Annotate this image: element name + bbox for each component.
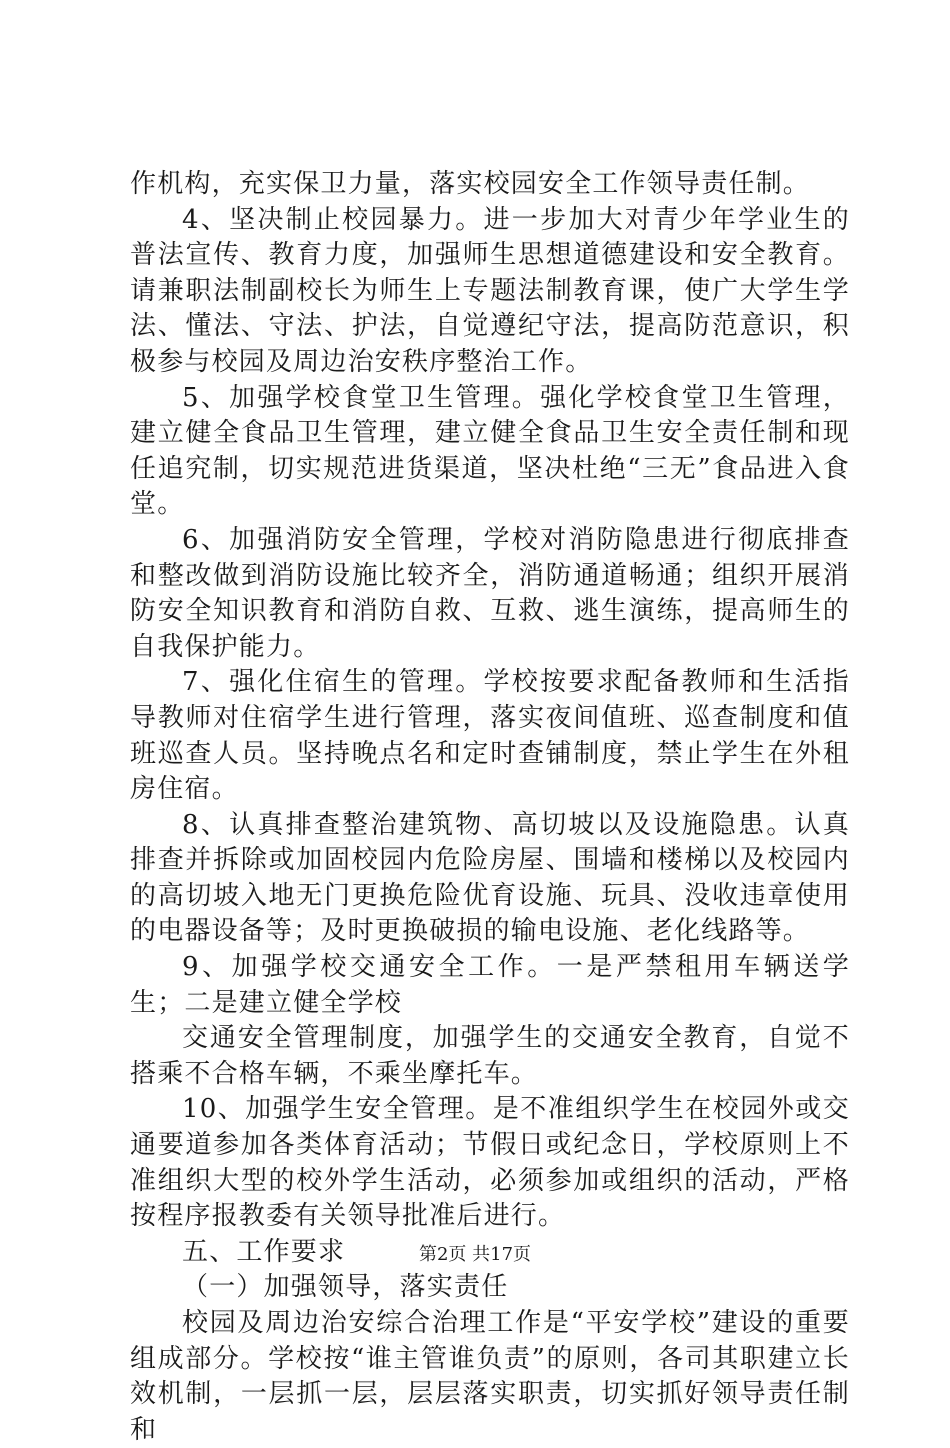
paragraph-item-10: 10、加强学生安全管理。是不准组织学生在校园外或交通要道参加各类体育活动；节假日或纪念日，学校原则上不准组织大型的校外学生活动，必须参加或组织的活动，严格按程序报教委有关领导批准后进行。 <box>130 1094 850 1232</box>
paragraph-body: 校园及周边治安综合治理工作是“平安学校”建设的重要组成部分。学校按“谁主管谁负责”的原则，各司其职建立长效机制，一层抓一层，层层落实职责，切实抓好领导责任制和 <box>130 1308 850 1445</box>
paragraph-item-4: 4、坚决制止校园暴力。进一步加大对青少年学业生的普法宣传、教育力度，加强师生思想道德建设和安全教育。请兼职法制副校长为师生上专题法制教育课，使广大学生学法、懂法、守法、护法，自觉遵纪守法，提高防范意识，积极参与校园及周边治安秩序整治工作。 <box>130 204 850 377</box>
subsection-heading: （一）加强领导，落实责任 <box>182 1272 509 1303</box>
paragraph-item-9-continued: 交通安全管理制度，加强学生的交通安全教育，自觉不搭乘不合格车辆，不乘坐摩托车。 <box>130 1023 850 1089</box>
paragraph-item-6: 6、加强消防安全管理，学校对消防隐患进行彻底排查和整改做到消防设施比较齐全，消防通道畅通；组织开展消防安全知识教育和消防自救、互救、逃生演练，提高师生的自我保护能力。 <box>130 524 850 662</box>
paragraph-item-8: 8、认真排查整治建筑物、高切坡以及设施隐患。认真排查并拆除或加固校园内危险房屋、围墙和楼梯以及校园内的高切坡入地无门更换危险优育设施、玩具、没收违章使用的电器设备等；及时更换破损的输电设施、老化线路等。 <box>130 809 850 947</box>
paragraph-continuation: 作机构，充实保卫力量，落实校园安全工作领导责任制。 <box>130 169 811 199</box>
paragraph-item-7: 7、强化住宿生的管理。学校按要求配备教师和生活指导教师对住宿学生进行管理，落实夜间值班、巡查制度和值班巡查人员。坚持晚点名和定时查铺制度，禁止学生在外租房住宿。 <box>130 667 850 805</box>
page-footer: 第2页 共17页 <box>418 1244 532 1265</box>
section-heading: 五、工作要求 <box>182 1236 346 1267</box>
paragraph-item-9: 9、加强学校交通安全工作。一是严禁租用车辆送学生；二是建立健全学校 <box>130 952 850 1018</box>
paragraph-item-5: 5、加强学校食堂卫生管理。强化学校食堂卫生管理，建立健全食品卫生管理，建立健全食品卫生安全责任制和现任追究制，切实规范进货渠道，坚决杜绝“三无”食品进入食堂。 <box>130 382 850 520</box>
